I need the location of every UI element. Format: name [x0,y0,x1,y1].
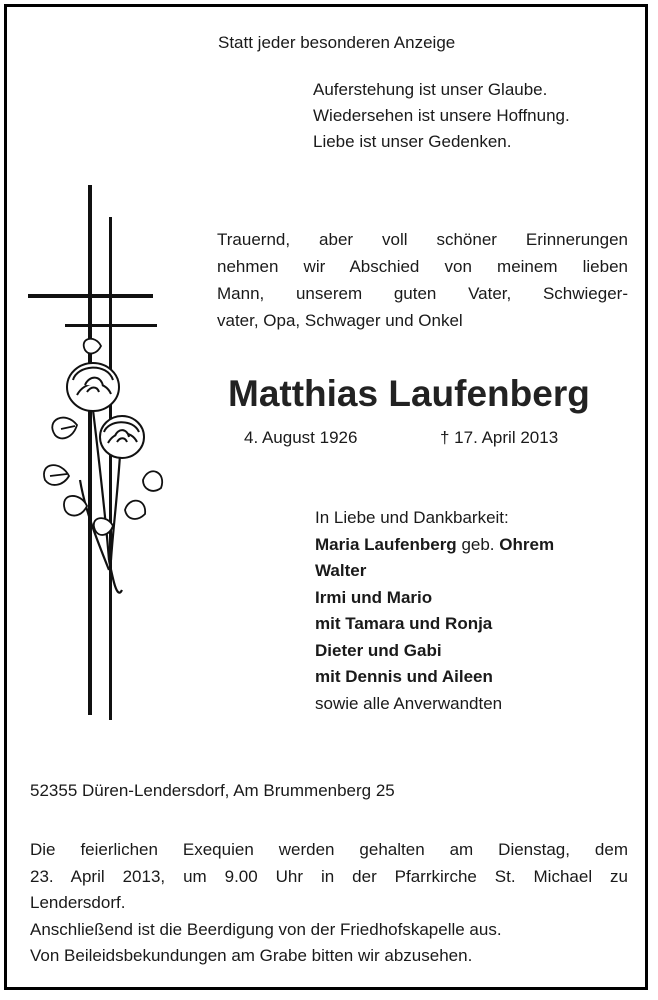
deceased-name: Matthias Laufenberg [228,373,590,414]
motto-line: Wiedersehen ist unsere Hoffnung. [313,106,570,125]
signatories-heading: In Liebe und Dankbarkeit: [315,508,509,527]
death-date: † 17. April 2013 [440,428,559,447]
signatory-line: mit Dennis und Aileen [315,667,493,686]
signatories-closing: sowie alle Anverwandten [315,693,503,713]
mourning-text [217,226,628,334]
birth-date: 4. August 1926 [244,428,358,447]
maiden-name: Ohrem [499,534,555,554]
signatory-line: Dieter und Gabi [315,640,442,660]
nee-label: geb. [461,534,495,554]
funeral-notice [30,837,628,970]
notice-line: Anschließend ist die Beerdigung von der Friedhofskapelle aus. [30,919,502,939]
signatory-widow-line [315,532,554,559]
notice-line: Die feierlichen Exequien werden gehalten am Dienstag, dem [30,840,628,859]
signatory-line: Walter [315,561,367,580]
intro-line: Statt jeder besonderen Anzeige [218,33,456,52]
notice-line: Von Beileidsbekundungen am Grabe bitten wir abzusehen. [30,946,473,965]
notice-line: 23. April 2013, um 9.00 Uhr in der Pfarrkirche St. Michael zu [30,866,628,886]
mourning-line: vater, Opa, Schwager und Onkel [217,311,463,330]
mourning-line: Mann, unserem guten Vater, Schwieger- [217,284,628,303]
motto-line: Auferstehung ist unser Glaube. [313,80,548,99]
widow-name: Maria Laufenberg [315,534,457,554]
motto-line: Liebe ist unser Gedenken. [313,132,512,151]
signatory-line: Irmi und Mario [315,587,433,607]
signatory-line: mit Tamara und Ronja [315,614,493,633]
mourning-line: Trauernd, aber voll schöner Erinnerungen [217,230,628,249]
signatories [315,505,554,717]
address: 52355 Düren-Lendersdorf, Am Brummenberg 25 [30,781,395,800]
cross-with-roses-illustration [25,180,165,725]
mourning-line: nehmen wir Abschied von meinem lieben [217,257,628,276]
motto [313,77,570,155]
notice-line: Lendersdorf. [30,893,126,912]
